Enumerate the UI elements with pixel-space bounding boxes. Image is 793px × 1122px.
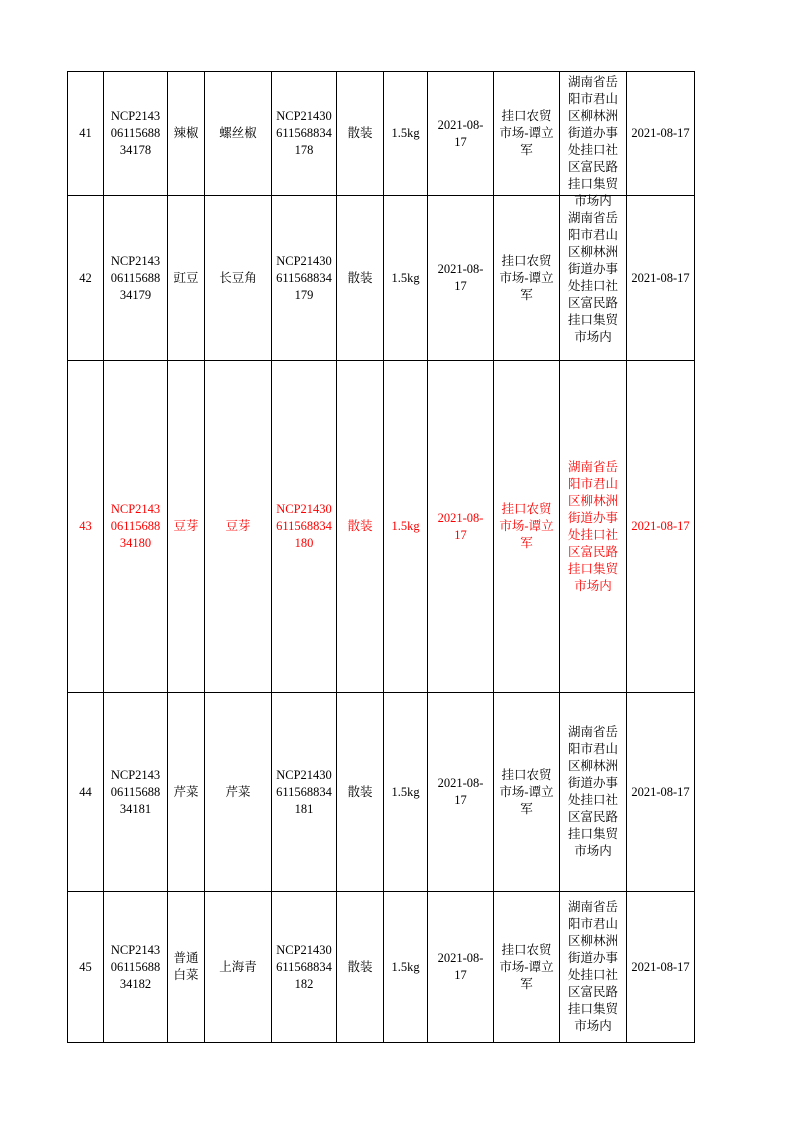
report-code-line: 611568834 [276,126,332,140]
sampling-date-line: 2021-08-17 [631,270,690,285]
seller-address-line: 区富民路 [567,810,618,824]
report-code-line: 611568834 [276,270,332,285]
seller-address-line: 湖南省岳 [567,900,618,914]
seller-name-line: 军 [520,287,533,302]
report-code-line: NCP21430 [276,253,332,268]
food-name-cell [168,361,205,693]
report-code-line: NCP21430 [276,767,332,782]
row-number-line: 45 [79,959,92,974]
inspection-results-table [67,71,695,1043]
sampling-date-cell [627,361,695,693]
row-number-cell [68,196,104,361]
seller-address-line: 街道办事 [567,951,618,965]
specification-cell [384,72,428,196]
production-date-cell [428,892,494,1043]
table-row [68,892,695,1043]
row-number-line: 42 [79,270,92,285]
report-code-cell [272,892,337,1043]
report-code-line: 611568834 [276,519,332,533]
sample-number-line: 06115688 [110,126,161,140]
seller-name-line: 军 [520,976,533,991]
sample-name-cell [205,892,272,1043]
package-type-cell [337,72,384,196]
specification-cell [384,693,428,892]
production-date-cell [428,361,494,693]
seller-name-line: 挂口农贸 [501,502,552,516]
sample-number-line: 34180 [119,536,152,550]
seller-address-line: 阳市君山 [567,228,618,242]
package-type-line: 散装 [347,126,373,140]
food-name-line: 豆芽 [173,519,199,533]
seller-address-line: 挂口集贸 [567,1002,618,1016]
table-row [68,361,695,693]
seller-address-line: 区柳林洲 [567,759,618,773]
production-date-line: 2021-08- [437,117,484,132]
sample-number-line: 06115688 [110,519,161,533]
seller-address-line: 阳市君山 [567,476,618,491]
sampling-date-line: 2021-08-17 [631,126,690,140]
specification-cell [384,196,428,361]
sample-name-cell [205,693,272,892]
row-number-line: 44 [79,784,92,799]
sampling-date-line: 2021-08-17 [631,784,690,799]
seller-address-cell [560,196,627,361]
production-date-line: 2021-08- [437,262,484,276]
production-date-line: 17 [454,527,467,542]
table-body [68,72,695,1043]
food-name-line: 豇豆 [173,270,199,285]
sample-name-cell [205,196,272,361]
seller-name-cell [494,361,560,693]
package-type-line: 散装 [347,784,373,799]
food-name-cell [168,693,205,892]
seller-address-line: 区富民路 [567,160,618,174]
seller-name-line: 挂口农贸 [501,767,552,782]
seller-name-cell [494,196,560,361]
row-number-cell [68,361,104,693]
sample-number-line: NCP2143 [110,253,161,268]
seller-address-line: 市场内 [574,844,612,858]
sample-number-cell [104,72,168,196]
seller-address-line: 湖南省岳 [567,725,618,739]
sampling-date-cell [627,693,695,892]
table-row [68,72,695,196]
report-code-cell [272,72,337,196]
seller-address-line: 处挂口社 [567,527,618,542]
seller-address-line: 挂口集贸 [567,313,618,327]
package-type-cell [337,361,384,693]
seller-address-line: 市场内 [574,1019,612,1033]
report-code-line: 611568834 [276,959,332,974]
seller-address-line: 湖南省岳 [567,459,618,474]
food-name-line: 芹菜 [173,784,199,799]
production-date-cell [428,196,494,361]
seller-address-line: 区柳林洲 [567,109,618,123]
seller-name-line: 挂口农贸 [501,253,552,268]
seller-name-line: 挂口农贸 [501,942,552,957]
sampling-date-line: 2021-08-17 [631,959,690,974]
seller-address-line: 街道办事 [567,262,618,276]
specification-line: 1.5kg [391,784,420,799]
sample-number-line: 06115688 [110,270,161,285]
row-number-cell [68,72,104,196]
seller-name-cell [494,892,560,1043]
sample-number-cell [104,361,168,693]
sampling-date-cell [627,72,695,196]
sample-number-line: NCP2143 [110,109,161,123]
seller-address-line: 区富民路 [567,544,618,559]
specification-line: 1.5kg [391,126,420,140]
sample-number-line: NCP2143 [110,767,161,782]
specification-cell [384,892,428,1043]
package-type-cell [337,892,384,1043]
sample-number-line: 34178 [119,143,152,157]
production-date-cell [428,693,494,892]
seller-name-cell [494,693,560,892]
food-name-line: 白菜 [173,968,199,982]
seller-address-line: 湖南省岳 [567,75,618,89]
row-number-line: 41 [79,126,92,140]
seller-name-cell [494,72,560,196]
food-name-cell [168,196,205,361]
sample-number-cell [104,892,168,1043]
package-type-line: 散装 [347,270,373,285]
seller-name-line: 军 [520,143,533,157]
production-date-line: 2021-08- [437,951,484,965]
seller-name-line: 市场-谭立 [499,959,554,974]
report-code-line: 182 [294,976,314,991]
package-type-line: 散装 [347,959,373,974]
seller-name-line: 市场-谭立 [499,519,554,533]
seller-address-line: 挂口集贸 [567,177,618,191]
specification-cell [384,361,428,693]
food-name-line: 普通 [173,951,199,965]
seller-name-line: 军 [520,536,533,550]
seller-address-line: 挂口集贸 [567,561,618,576]
report-code-line: 179 [294,287,314,302]
production-date-line: 17 [454,134,467,149]
seller-address-line: 市场内 [574,330,612,344]
seller-address-line: 街道办事 [567,510,618,525]
sample-number-cell [104,196,168,361]
seller-address-line: 阳市君山 [567,92,618,106]
seller-address-line: 挂口集贸 [567,827,618,841]
row-number-cell [68,892,104,1043]
seller-address-line: 处挂口社 [567,143,618,157]
production-date-line: 17 [454,279,467,293]
row-number-cell [68,693,104,892]
sampling-date-cell [627,892,695,1043]
seller-address-line: 街道办事 [567,776,618,790]
seller-name-line: 市场-谭立 [499,126,554,140]
package-type-line: 散装 [347,519,373,533]
specification-line: 1.5kg [391,270,420,285]
sample-number-line: 06115688 [110,959,161,974]
report-code-line: NCP21430 [276,502,332,516]
sample-number-line: 34182 [119,976,152,991]
package-type-cell [337,196,384,361]
production-date-line: 17 [454,793,467,807]
seller-address-line: 阳市君山 [567,742,618,756]
seller-address-line: 湖南省岳 [567,211,618,225]
sample-number-line: 06115688 [110,784,161,799]
report-code-line: NCP21430 [276,942,332,957]
seller-address-line: 处挂口社 [567,279,618,293]
sample-number-line: 34179 [119,287,152,302]
production-date-line: 2021-08- [437,776,484,790]
production-date-line: 2021-08- [437,510,484,525]
seller-address-line: 处挂口社 [567,793,618,807]
food-name-cell [168,892,205,1043]
table-row [68,693,695,892]
seller-address-line: 阳市君山 [567,917,618,931]
sample-number-line: 34181 [119,801,152,816]
seller-name-line: 军 [520,801,533,816]
sample-name-line: 豆芽 [225,519,251,533]
seller-address-line: 区富民路 [567,296,618,310]
sampling-date-cell [627,196,695,361]
row-number-line: 43 [79,519,92,533]
sample-name-line: 上海青 [219,959,257,974]
food-name-line: 辣椒 [173,126,199,140]
table-row [68,196,695,361]
seller-address-line: 区富民路 [567,985,618,999]
seller-name-line: 市场-谭立 [499,270,554,285]
report-code-line: 181 [294,801,314,816]
seller-address-line: 处挂口社 [567,968,618,982]
seller-address-line: 区柳林洲 [567,245,618,259]
seller-address-line: 市场内 [574,578,612,593]
seller-address-line: 区柳林洲 [567,934,618,948]
seller-name-line: 市场-谭立 [499,784,554,799]
production-date-line: 17 [454,968,467,982]
seller-address-line: 街道办事 [567,126,618,140]
sample-name-line: 螺丝椒 [219,126,257,140]
sample-name-cell [205,72,272,196]
package-type-cell [337,693,384,892]
seller-address-cell [560,72,627,208]
seller-address-cell [560,693,627,892]
report-code-line: 611568834 [276,784,332,799]
production-date-cell [428,72,494,196]
seller-address-line: 市场内 [574,194,612,208]
report-code-cell [272,196,337,361]
sample-name-line: 芹菜 [225,784,251,799]
specification-line: 1.5kg [391,959,420,974]
report-code-line: 180 [294,536,314,550]
seller-address-line: 区柳林洲 [567,493,618,508]
sample-number-cell [104,693,168,892]
seller-address-cell [560,361,627,693]
sample-name-cell [205,361,272,693]
report-code-line: NCP21430 [276,109,332,123]
specification-line: 1.5kg [391,519,420,533]
report-code-cell [272,693,337,892]
food-name-cell [168,72,205,196]
seller-address-cell [560,892,627,1043]
seller-name-line: 挂口农贸 [501,109,552,123]
report-code-line: 178 [294,143,314,157]
sample-number-line: NCP2143 [110,942,161,957]
sample-number-line: NCP2143 [110,502,161,516]
sample-name-line: 长豆角 [219,270,257,285]
sampling-date-line: 2021-08-17 [631,519,690,533]
report-code-cell [272,361,337,693]
